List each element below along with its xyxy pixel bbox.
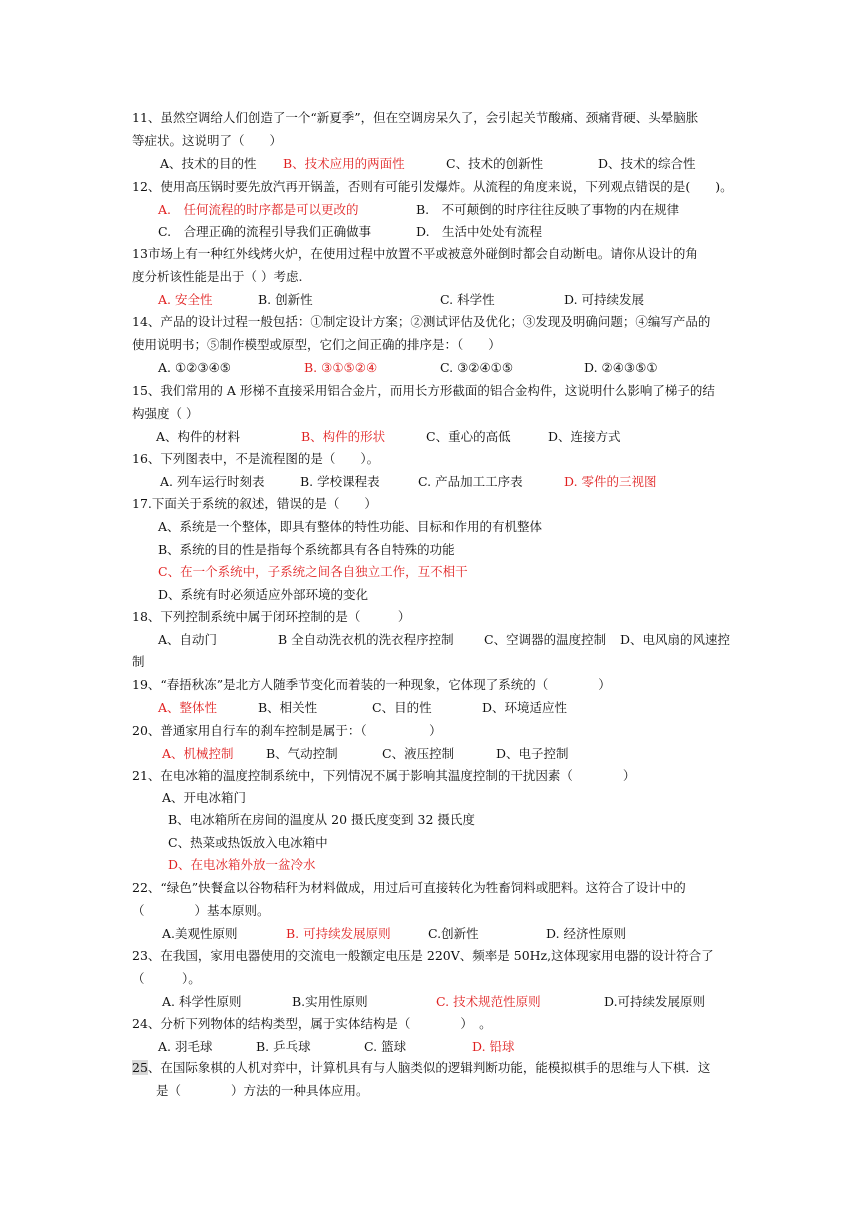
q16-stem-line-1: 16、下列图表中，不是流程图的是（ ）。	[132, 451, 380, 466]
q21-option-a: A、开电冰箱门	[162, 790, 247, 805]
q23-option-d: D.可持续发展原则	[604, 994, 706, 1009]
q24-stem-line-1: 24、分析下列物体的结构类型，属于实体结构是（ ） 。	[132, 1016, 492, 1031]
q17-stem-line-1: 17.下面关于系统的叙述，错误的是（ ）	[132, 496, 377, 511]
q20-option-b: B、气动控制	[266, 746, 338, 761]
q14-stem-line-1: 14、产品的设计过程一般包括：①制定设计方案；②测试评估及优化；③发现及明确问题；④编写产品的	[132, 314, 711, 329]
q19-option-a: A、整体性	[158, 700, 218, 715]
q22-stem-line-2: （ ）基本原则。	[132, 903, 270, 918]
q14-option-c: C. ③②④①⑤	[440, 360, 514, 375]
q12-option-b: B. 不可颠倒的时序往往反映了事物的内在规律	[416, 202, 680, 217]
q20-option-d: D、电子控制	[496, 746, 569, 761]
q21-stem-line-1: 21、在电冰箱的温度控制系统中，下列情况不属于影响其温度控制的干扰因素（ ）	[132, 768, 636, 783]
q13-option-a: A. 安全性	[158, 292, 213, 307]
q12-option-c: C. 合理正确的流程引导我们正确做事	[158, 224, 372, 239]
q13-option-c: C. 科学性	[440, 292, 495, 307]
q22-option-c: C.创新性	[428, 926, 479, 941]
q25-stem-line-1	[132, 1060, 710, 1076]
q24-option-a: A. 羽毛球	[158, 1039, 213, 1054]
q23-option-b: B.实用性原则	[292, 994, 368, 1009]
q17-option-a: A、系统是一个整体，即具有整体的特性功能、目标和作用的有机整体	[158, 519, 543, 534]
q14-stem-line-2: 使用说明书；⑤制作模型或原型，它们之间正确的排序是：（ ）	[132, 337, 501, 352]
q11-stem-line-2: 等症状。这说明了（ ）	[132, 133, 283, 148]
q11-option-c: C、技术的创新性	[446, 156, 544, 171]
q15-stem-line-1: 15、我们常用的 A 形梯不直接采用铝合金片，而用长方形截面的铝合金构件，这说明什么影响了梯子的结	[132, 383, 715, 398]
q23-stem-line-1: 23、在我国，家用电器使用的交流电一般额定电压是 220V、频率是 50Hz,这体现家用电器的设计符合了	[132, 948, 714, 963]
q19-option-b: B、相关性	[258, 700, 318, 715]
q15-option-a: A、构件的材料	[156, 429, 241, 444]
q15-stem-line-2: 构强度（ ）	[132, 406, 199, 421]
q18-option-d-wrap: 制	[132, 654, 145, 669]
q21-option-c: C、热菜或热饭放入电冰箱中	[168, 835, 328, 850]
q15-option-b: B、构件的形状	[301, 429, 386, 444]
q24-option-d: D. 铅球	[472, 1039, 515, 1054]
q22-option-a: A.美观性原则	[162, 926, 238, 941]
q12-stem-line-1: 12、使用高压锅时要先放汽再开锅盖，否则有可能引发爆炸。从流程的角度来说，下列观点错误的是( )。	[132, 179, 733, 194]
q20-option-a: A、机械控制	[162, 746, 234, 761]
q18-stem-line-1: 18、下列控制系统中属于闭环控制的是（ ）	[132, 609, 411, 624]
q24-option-c: C. 篮球	[364, 1039, 407, 1054]
q17-option-b: B、系统的目的性是指每个系统都具有各自特殊的功能	[158, 542, 455, 557]
q19-option-c: C、目的性	[372, 700, 432, 715]
q22-option-b: B. 可持续发展原则	[286, 926, 391, 941]
q11-option-b: B、技术应用的两面性	[283, 156, 405, 171]
q16-option-c: C. 产品加工工序表	[418, 474, 523, 489]
q22-stem-line-1: 22、“绿色”快餐盒以谷物秸秆为材料做成，用过后可直接转化为牲畜饲料或肥料。这符合了设计中的	[132, 880, 686, 895]
q22-option-d: D. 经济性原则	[546, 926, 627, 941]
q25-stem-text: 、在国际象棋的人机对弈中，计算机具有与人脑类似的逻辑判断功能，能模拟棋手的思维与人下棋．这	[147, 1060, 711, 1075]
q15-option-d: D、连接方式	[548, 429, 621, 444]
q23-option-a: A. 科学性原则	[162, 994, 242, 1009]
q15-option-c: C、重心的高低	[426, 429, 511, 444]
q24-option-b: B. 乒乓球	[256, 1039, 311, 1054]
q14-option-b: B. ③①⑤②④	[304, 360, 378, 375]
q12-option-d: D. 生活中处处有流程	[416, 224, 543, 239]
q16-option-b: B. 学校课程表	[300, 474, 380, 489]
q13-option-d: D. 可持续发展	[564, 292, 645, 307]
q18-option-c: C、空调器的温度控制	[484, 632, 607, 647]
q18-option-a: A、自动门	[158, 632, 218, 647]
q13-stem-line-2: 度分析该性能是出于（ ）考虑.	[132, 269, 303, 284]
q21-option-b: B、电冰箱所在房间的温度从 20 摄氏度变到 32 摄氏度	[168, 812, 475, 827]
q14-option-a: A. ①②③④⑤	[158, 360, 232, 375]
q25-number: 25	[132, 1060, 148, 1075]
q13-stem-text: 市场上有一种红外线烤火炉，在使用过程中放置不平或被意外碰倒时都会自动断电。请你从设计的角	[147, 246, 698, 261]
q21-option-d: D、在电冰箱外放一盆冷水	[168, 857, 316, 872]
q11-option-a: A、技术的目的性	[160, 156, 257, 171]
q19-option-d: D、环境适应性	[482, 700, 568, 715]
q23-stem-line-2: （ ）。	[132, 971, 201, 986]
q13-stem-line-1	[132, 246, 698, 262]
q18-option-d: D、电风扇的风速控	[620, 632, 731, 647]
q23-option-c: C. 技术规范性原则	[436, 994, 541, 1009]
q16-option-d: D. 零件的三视图	[564, 474, 657, 489]
q16-option-a: A. 列车运行时刻表	[160, 474, 265, 489]
q12-option-a: A. 任何流程的时序都是可以更改的	[158, 202, 359, 217]
q17-option-c: C、在一个系统中，子系统之间各自独立工作，互不相干	[158, 564, 468, 579]
q13-option-b: B. 创新性	[258, 292, 313, 307]
q18-option-b: B 全自动洗衣机的洗衣程序控制	[278, 632, 454, 647]
q11-stem-line-1: 11、虽然空调给人们创造了一个“新夏季”，但在空调房呆久了，会引起关节酸痛、颈痛背硬、头晕脑胀	[132, 110, 699, 125]
q19-stem-line-1: 19、“春捂秋冻”是北方人随季节变化而着装的一种现象，它体现了系统的（ ）	[132, 677, 611, 692]
q17-option-d: D、系统有时必须适应外部环境的变化	[158, 587, 369, 602]
q11-option-d: D、技术的综合性	[598, 156, 696, 171]
q20-option-c: C、液压控制	[382, 746, 455, 761]
q13-number: 13	[132, 246, 148, 261]
q25-stem-line-2: 是（ ）方法的一种具体应用。	[156, 1083, 369, 1098]
q20-stem-line-1: 20、普通家用自行车的刹车控制是属于：（ ）	[132, 723, 442, 738]
q14-option-d: D. ②④③⑤①	[584, 360, 658, 375]
